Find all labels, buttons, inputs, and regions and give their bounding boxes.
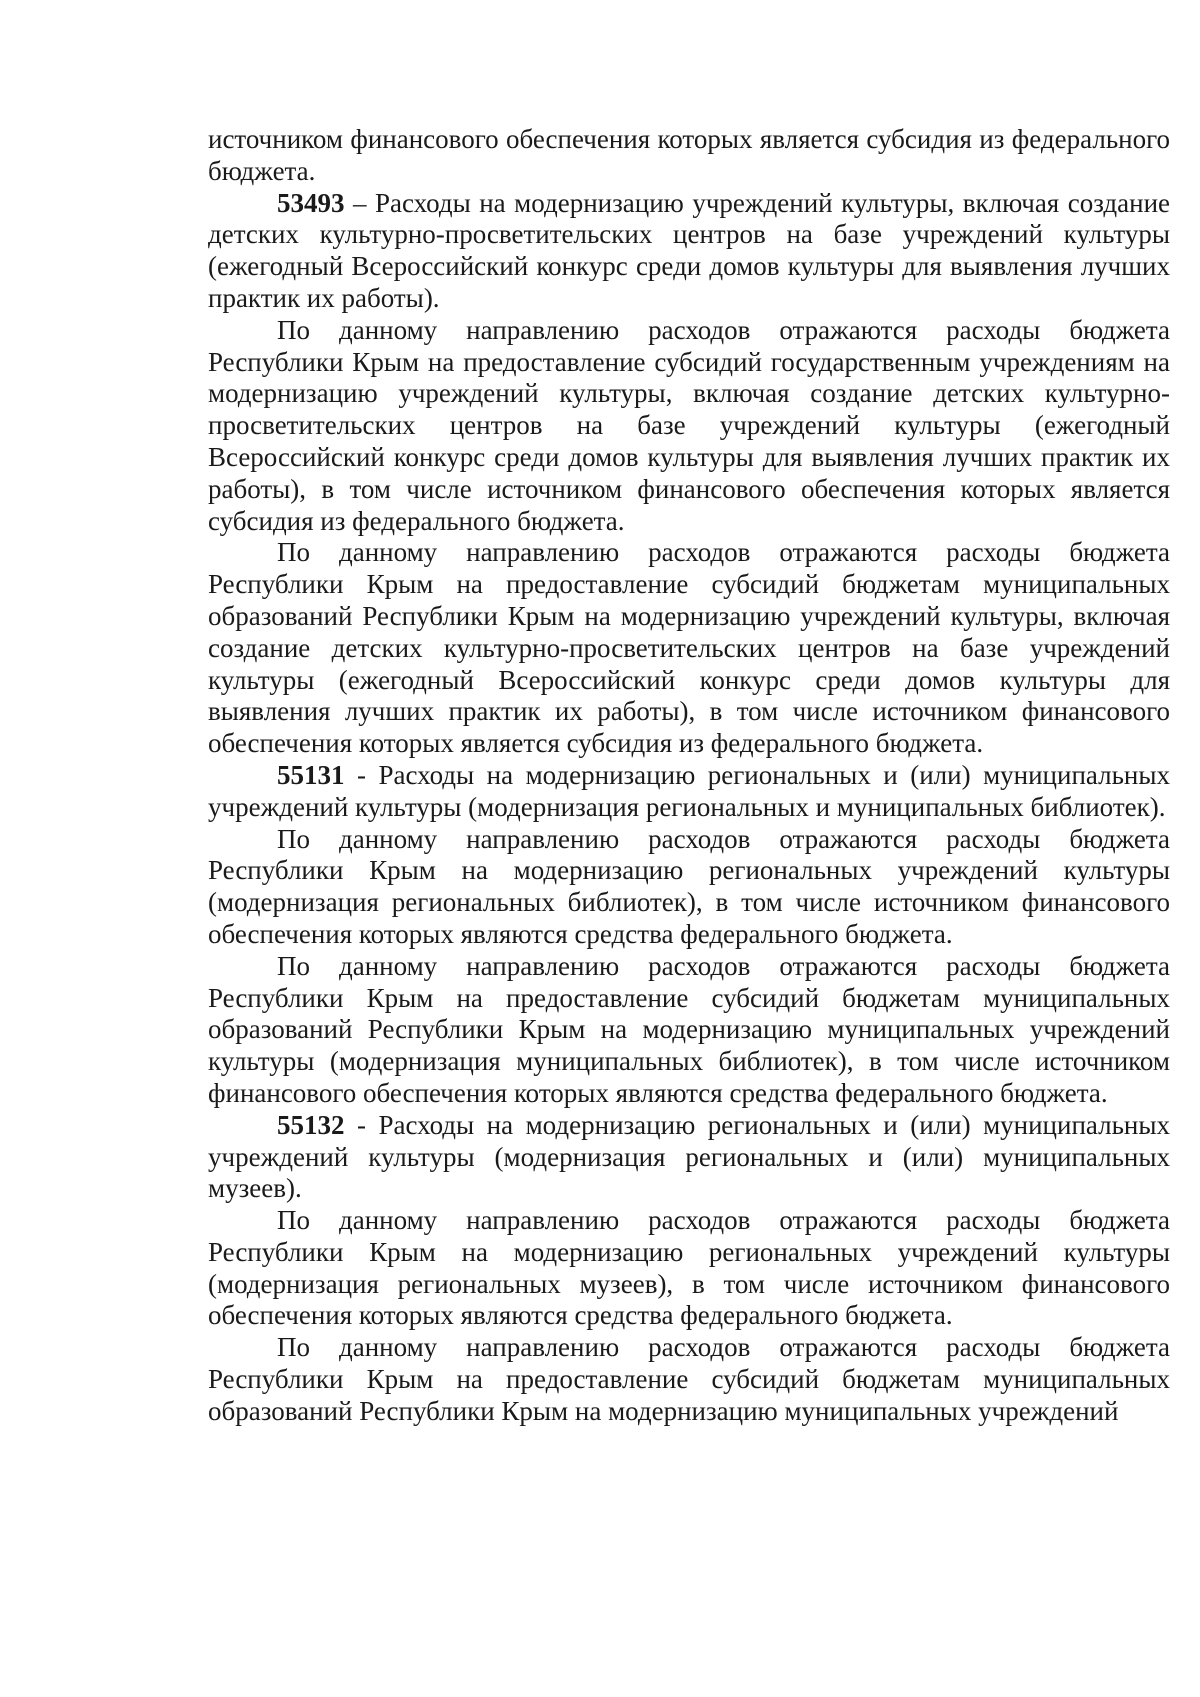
paragraph-text: По данному направлению расходов отражаются расходы бюджета Республики Крым на предоставление субсидий бюджетам муниципальных образований Республики Крым на модернизацию муниципальных учреждений [208,1332,1170,1426]
paragraph-text: источником финансового обеспечения которых является субсидия из федерального бюджета. [208,124,1170,186]
paragraph-code-55131 [208,760,1170,824]
paragraph-text: По данному направлению расходов отражаются расходы бюджета Республики Крым на предоставление субсидий бюджетам муниципальных образований Республики Крым на модернизацию учреждений культуры, включая создание детских культурно-просветительских центров на базе учреждений культуры (ежегодный Всероссийский конкурс среди домов культуры для выявления лучших практик их работы), в том числе источником финансового обеспечения которых является субсидия из федерального бюджета. [208,537,1170,759]
paragraph [208,315,1170,538]
paragraph-text: - Расходы на модернизацию региональных и (или) муниципальных учреждений культуры (модернизация региональных и муниципальных библиотек). [208,759,1170,822]
paragraph [208,824,1170,951]
paragraph [208,1205,1170,1332]
paragraph [208,951,1170,1110]
paragraph-text: По данному направлению расходов отражаются расходы бюджета Республики Крым на модернизацию региональных учреждений культуры (модернизация региональных музеев), в том числе источником финансового обеспечения которых являются средства федерального бюджета. [208,1205,1170,1331]
paragraph [208,537,1170,760]
budget-code: 55132 [277,1109,345,1140]
paragraph-text: По данному направлению расходов отражаются расходы бюджета Республики Крым на предоставление субсидий государственным учреждениям на модернизацию учреждений культуры, включая создание детских культурно-просветительских центров на базе учреждений культуры (ежегодный Всероссийский конкурс среди домов культуры для выявления лучших практик их работы), в том числе источником финансового обеспечения которых является субсидия из федерального бюджета. [208,314,1170,536]
paragraph-continuation [208,124,1170,188]
paragraph-code-55132 [208,1110,1170,1205]
paragraph-text: По данному направлению расходов отражаются расходы бюджета Республики Крым на предоставление субсидий бюджетам муниципальных образований Республики Крым на модернизацию муниципальных учреждений культуры (модернизация муниципальных библиотек), в том числе источником финансового обеспечения которых являются средства федерального бюджета. [208,950,1170,1108]
document-body [208,124,1170,1428]
paragraph [208,1332,1170,1427]
paragraph-code-53493 [208,188,1170,315]
paragraph-text: – Расходы на модернизацию учреждений культуры, включая создание детских культурно-просветительских центров на базе учреждений культуры (ежегодный Всероссийский конкурс среди домов культуры для выявления лучших практик их работы). [208,187,1170,313]
budget-code: 53493 [277,187,345,218]
paragraph-text: По данному направлению расходов отражаются расходы бюджета Республики Крым на модернизацию региональных учреждений культуры (модернизация региональных библиотек), в том числе источником финансового обеспечения которых являются средства федерального бюджета. [208,823,1170,949]
paragraph-text: - Расходы на модернизацию региональных и (или) муниципальных учреждений культуры (модернизация региональных и (или) муниципальных музеев). [208,1109,1170,1204]
budget-code: 55131 [277,759,345,790]
